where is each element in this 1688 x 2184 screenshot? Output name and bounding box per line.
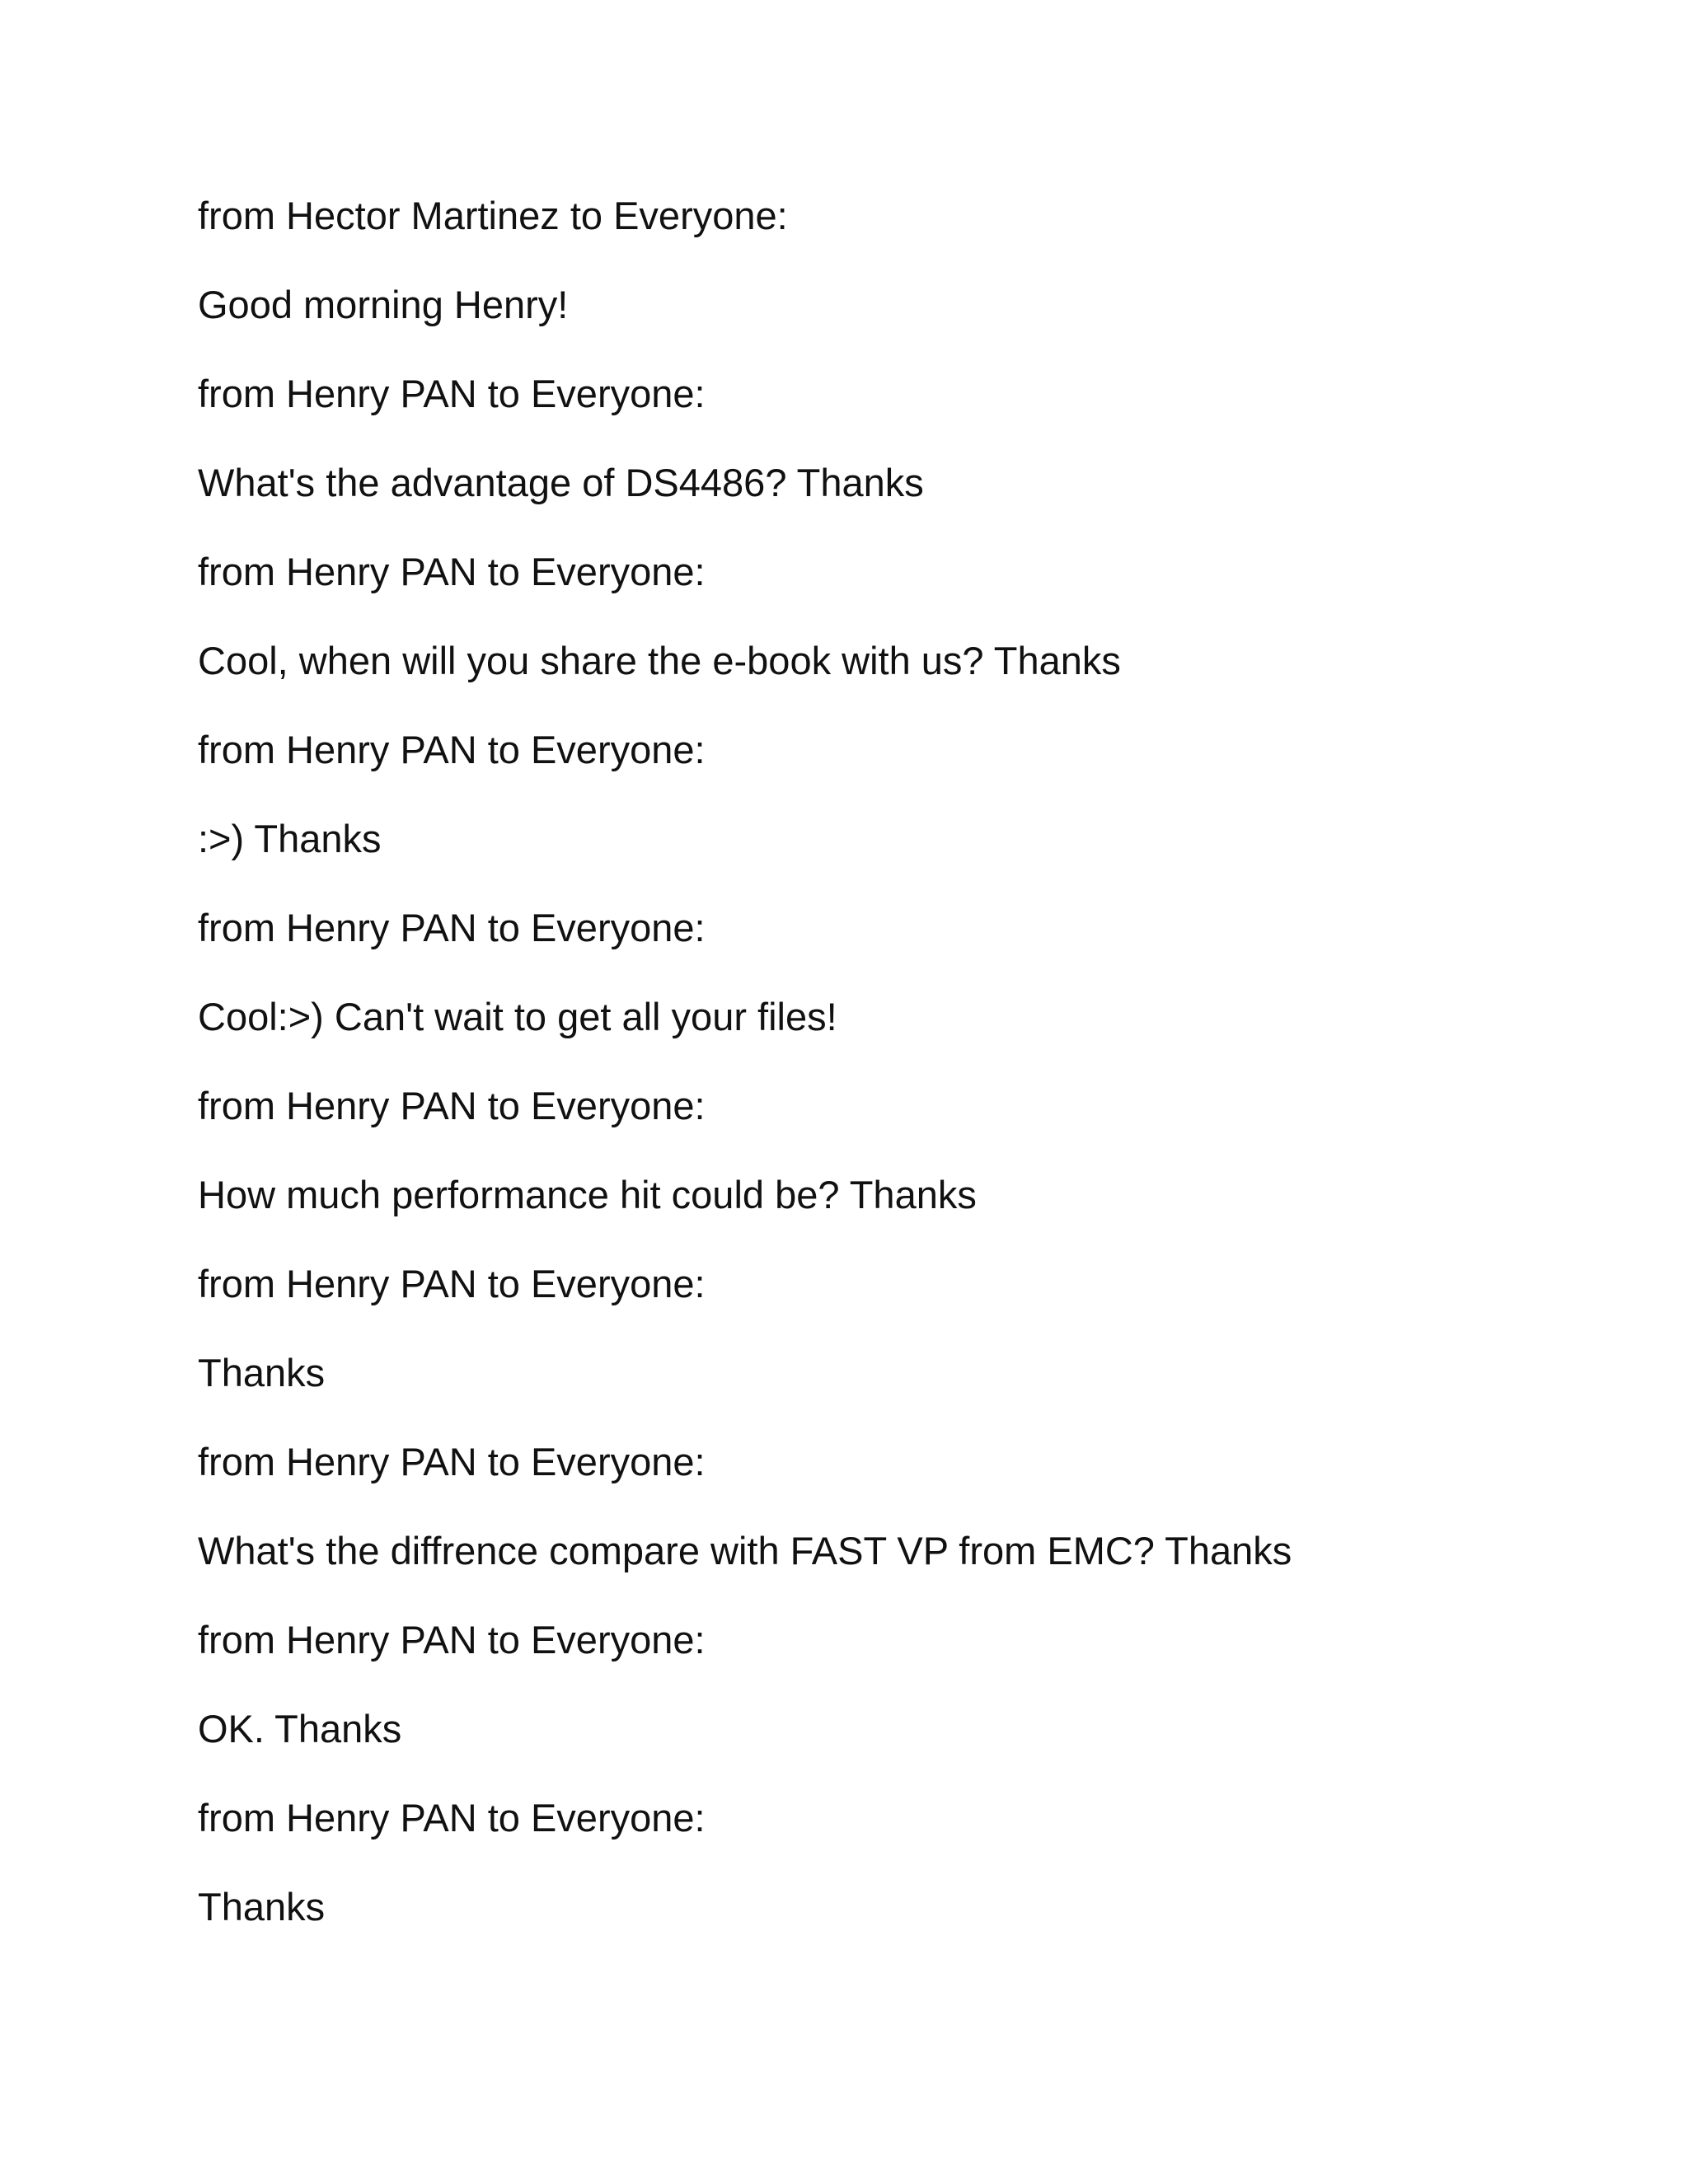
message-header: from Henry PAN to Everyone: xyxy=(198,1796,706,1840)
message-header: from Henry PAN to Everyone: xyxy=(198,906,706,949)
message-text: What's the diffrence compare with FAST VP from EMC? Thanks xyxy=(198,1529,1292,1572)
message-header: from Henry PAN to Everyone: xyxy=(198,372,706,415)
message-text: How much performance hit could be? Thanks xyxy=(198,1173,977,1216)
message-header: from Hector Martinez to Everyone: xyxy=(198,194,788,237)
message-header: from Henry PAN to Everyone: xyxy=(198,1618,706,1661)
chat-transcript xyxy=(198,191,1599,1971)
message-text: Cool, when will you share the e-book with us? Thanks xyxy=(198,639,1121,682)
message-text: What's the advantage of DS4486? Thanks xyxy=(198,461,924,504)
message-text: Good morning Henry! xyxy=(198,283,569,326)
message-text: OK. Thanks xyxy=(198,1707,402,1750)
message-text: Cool:>) Can't wait to get all your files! xyxy=(198,995,837,1038)
message-header: from Henry PAN to Everyone: xyxy=(198,1440,706,1483)
message-header: from Henry PAN to Everyone: xyxy=(198,728,706,771)
message-text: :>) Thanks xyxy=(198,817,382,860)
message-text: Thanks xyxy=(198,1885,326,1929)
message-header: from Henry PAN to Everyone: xyxy=(198,1262,706,1305)
message-header: from Henry PAN to Everyone: xyxy=(198,550,706,593)
message-text: Thanks xyxy=(198,1351,326,1394)
message-header: from Henry PAN to Everyone: xyxy=(198,1084,706,1127)
